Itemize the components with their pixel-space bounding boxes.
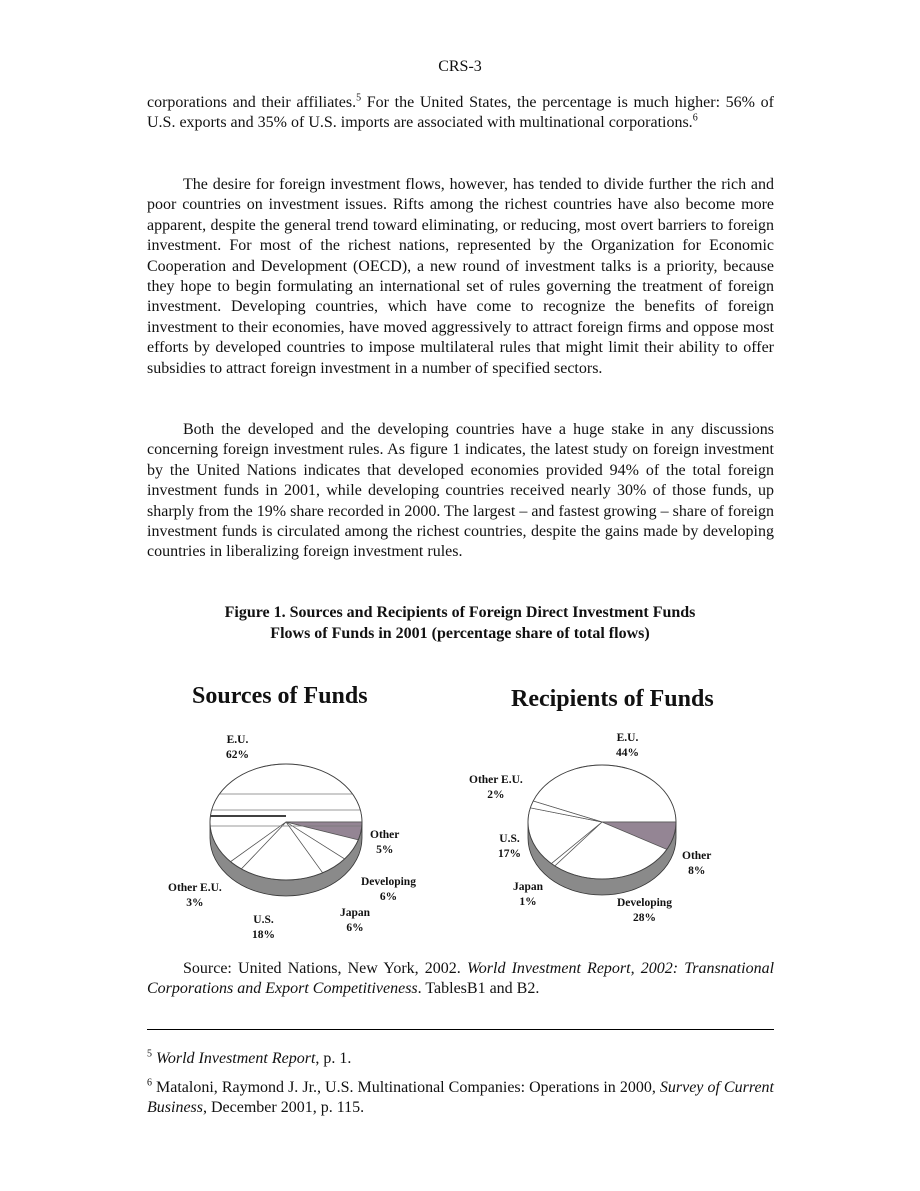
footnote-divider xyxy=(147,1029,774,1030)
pie-label-sources-other-eu: Other E.U. 3% xyxy=(168,882,222,909)
chart-title-sources: Sources of Funds xyxy=(192,683,368,709)
paragraph-stake: Both the developed and the developing countries have a huge stake in any discussions concerning foreign investment rules. As figure 1 indicates, the latest study on foreign investment by the United Nations indicates that developed economies provided 94% of the total foreign investment funds in 2001, while developing countries received nearly 30% of those funds, up sharply from the 19% share recorded in 2000. The largest – and fastest growing – share of foreign investment funds is circulated among the richest countries, despite the gains made by developing countries in liberalizing foreign investment rules. xyxy=(147,421,774,561)
pie-label-recipients-us: U.S. 17% xyxy=(498,833,521,860)
pie-label-recipients-eu: E.U. 44% xyxy=(616,732,639,759)
pie-label-sources-eu: E.U. 62% xyxy=(226,734,249,761)
pie-label-sources-other: Other 5% xyxy=(370,829,400,856)
footnote-5: $^5$ World Investment Report, p. 1. xyxy=(147,1048,352,1067)
page-number: CRS-3 xyxy=(438,58,482,75)
pie-label-recipients-developing: Developing 28% xyxy=(617,897,672,924)
footnote-ref-6[interactable]: 6 xyxy=(692,113,698,125)
pie-label-sources-us: U.S. 18% xyxy=(252,914,275,941)
pie-label-recipients-japan: Japan 1% xyxy=(513,881,544,908)
pie-label-sources-japan: Japan 6% xyxy=(340,907,371,934)
pie-label-sources-developing: Developing 6% xyxy=(361,876,416,903)
pie-label-recipients-other-eu: Other E.U. 2% xyxy=(469,774,523,801)
figure-title: Figure 1. Sources and Recipients of Foreign Direct Investment Funds Flows of Funds in 2001 (percentage share of total flows) xyxy=(224,604,696,642)
pie-label-recipients-other: Other 8% xyxy=(682,850,712,877)
chart-title-recipients: Recipients of Funds xyxy=(511,686,714,712)
footnote-ref-5[interactable]: 5 xyxy=(356,92,362,104)
paragraph-continuation: corporations and their affiliates.$^5$ For the United States, the percentage is much higher: 56% of U.S. exports and 35% of U.S. imports are associated with multinational corporations.$^6$ xyxy=(147,92,775,132)
footnote-6: $^6$ Mataloni, Raymond J. Jr., U.S. Multinational Companies: Operations in 2000, Survey of Current Business, December 2001, p. 115. xyxy=(147,1077,774,1116)
paragraph-investment-divide: The desire for foreign investment flows, however, has tended to divide further the rich and poor countries on investment issues. Rifts among the richest countries have also become more apparent, despite the general trend toward eliminating, or reducing, most overt barriers to foreign investment. For most of the richest nations, represented by the Organization for Economic Cooperation and Development (OECD), a new round of investment talks is a priority, because they hope to begin formulating an international set of rules governing the treatment of foreign investment. Developing countries, which have come to recognize the benefits of foreign investment to their economies, have moved aggressively to attract foreign firms and oppose most efforts by developed countries to impose multilateral rules that might limit their ability to offer subsidies to attract foreign investment in a number of specified sectors. xyxy=(147,176,774,377)
figure-source: Source: United Nations, New York, 2002. World Investment Report, 2002: Transnational Corporations and Export Competitiveness. TablesB1 and B2. xyxy=(147,960,775,998)
